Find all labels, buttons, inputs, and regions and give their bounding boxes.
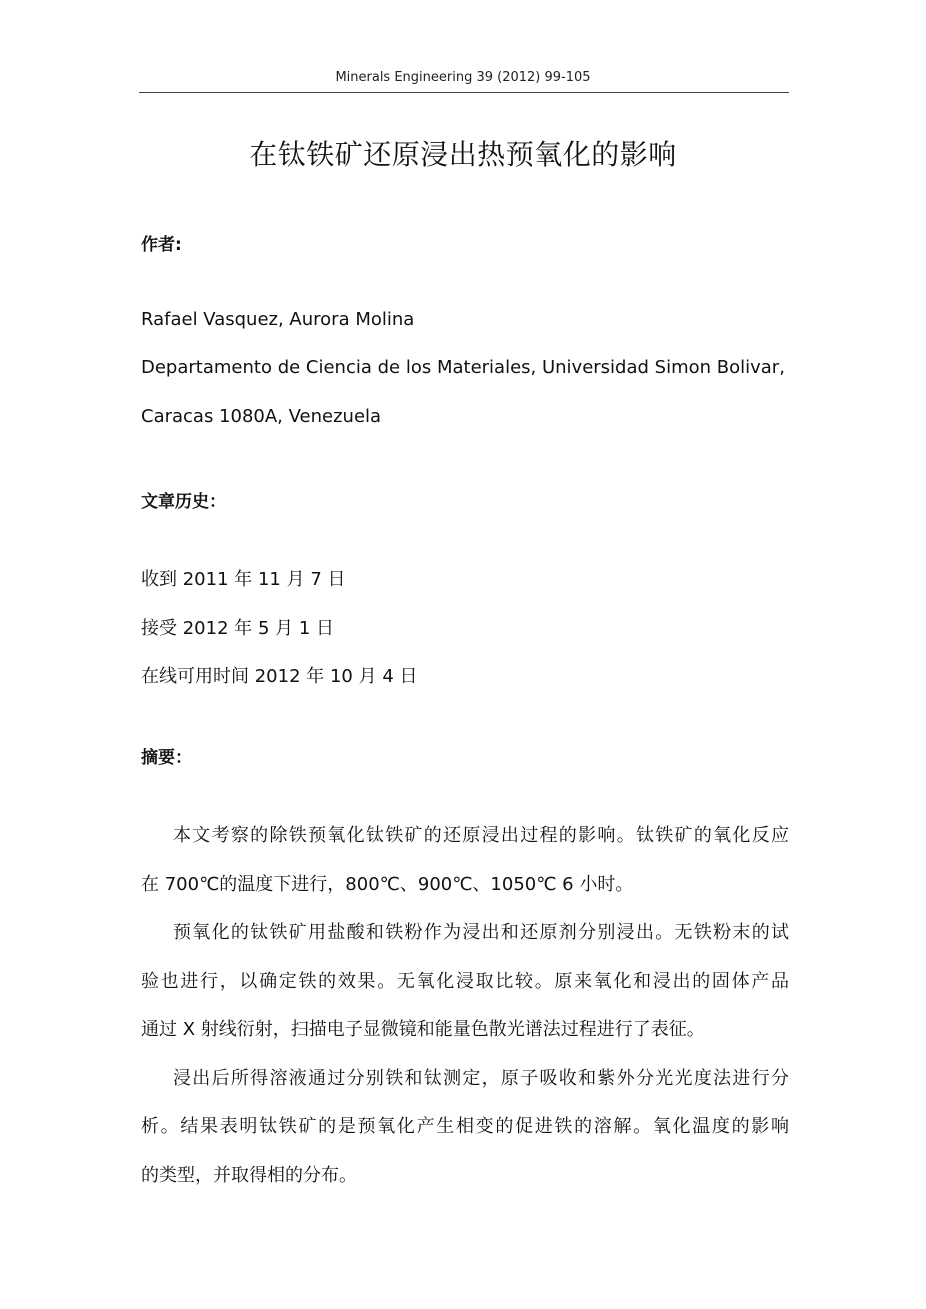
abstract-line: 析。结果表明钛铁矿的是预氧化产生相变的促进铁的溶解。氧化温度的影响	[141, 1116, 789, 1137]
history-accepted: 接受 2012 年 5 月 1 日	[141, 618, 335, 639]
paper-title: 在钛铁矿还原浸出热预氧化的影响	[249, 138, 677, 171]
abstract-line: 的类型，并取得相的分布。	[141, 1165, 357, 1186]
affiliation-line-2: Caracas 1080A, Venezuela	[141, 406, 382, 427]
authors-heading: 作者:	[141, 235, 182, 255]
abstract-heading: 摘要：	[141, 748, 192, 768]
affiliation-line-1: Departamento de Ciencia de los Materiales, Universidad Simon Bolivar,	[141, 357, 785, 378]
abstract-line: 本文考察的除铁预氧化钛铁矿的还原浸出过程的影响。钛铁矿的氧化反应	[173, 825, 789, 846]
history-online: 在线可用时间 2012 年 10 月 4 日	[141, 666, 418, 687]
abstract-line: 预氧化的钛铁矿用盐酸和铁粉作为浸出和还原剂分别浸出。无铁粉末的试	[173, 922, 789, 943]
history-heading: 文章历史：	[141, 492, 226, 512]
author-names: Rafael Vasquez, Aurora Molina	[141, 309, 415, 330]
history-received: 收到 2011 年 11 月 7 日	[141, 569, 346, 590]
header-rule	[139, 92, 789, 93]
abstract-line: 验也进行，以确定铁的效果。无氧化浸取比较。原来氧化和浸出的固体产品	[141, 971, 789, 992]
journal-citation: Minerals Engineering 39 (2012) 99-105	[335, 70, 591, 85]
abstract-line: 通过 X 射线衍射，扫描电子显微镜和能量色散光谱法过程进行了表征。	[141, 1019, 705, 1040]
abstract-line: 在 700℃的温度下进行，800℃、900℃、1050℃ 6 小时。	[141, 874, 634, 895]
abstract-line: 浸出后所得溶液通过分别铁和钛测定，原子吸收和紫外分光光度法进行分	[173, 1068, 789, 1089]
